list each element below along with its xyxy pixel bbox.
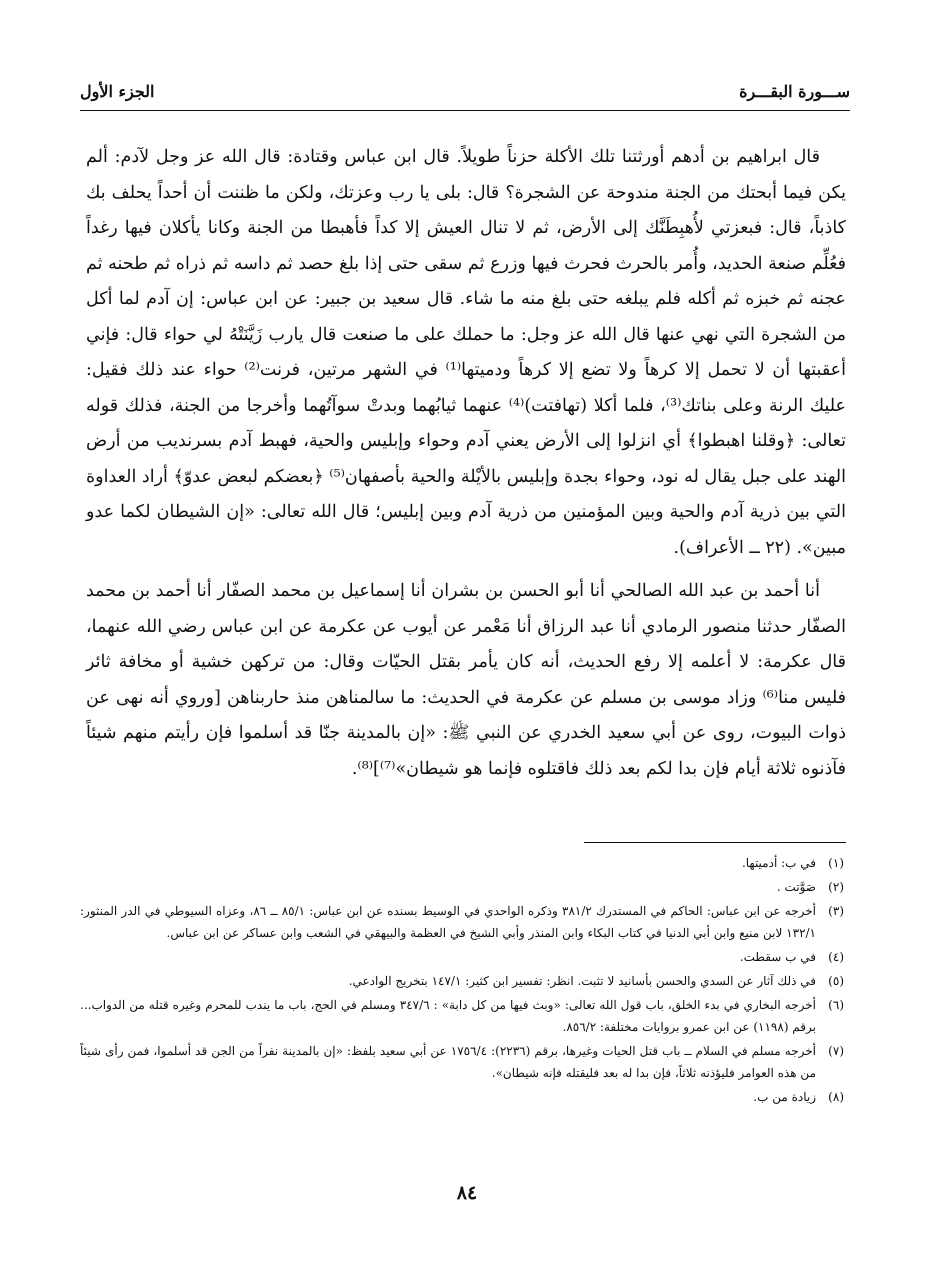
page-number: ٨٤	[456, 1182, 478, 1204]
footnote-number: (٧)	[828, 1044, 844, 1058]
running-header	[80, 72, 850, 110]
footnote-text: أخرجه عن ابن عباس: الحاكم في المستدرك ٣٨١/٢ وذكره الواحدي في الوسيط بسنده عن ابن عباس: ٨٥/١ ــ ٨٦، وعزاه السيوطي في الدر المنثور: ١٣٢/١ لابن منيع وابن أبي الدنيا في كتاب البكاء وابن المنذر وأبي الشيخ في العظمة والبيهقي في الشعب وابن عساكر عن ابن عباس.	[80, 904, 816, 940]
footnote-text: في ذلك آثار عن السدي والحسن بأسانيد لا تثبت. انظر: تفسير ابن كثير: ١٤٧/١ بتخريج الوادعي.	[348, 974, 816, 988]
footnote-number: (٤)	[828, 950, 844, 964]
footnote	[80, 900, 844, 944]
footnote	[80, 852, 844, 874]
footnote	[80, 970, 844, 992]
paragraph: قال ابراهيم بن أدهم أورثتنا تلك الأكلة حزناً طويلاً. قال ابن عباس وقتادة: قال الله عز وجل لآدم: ألم يكن فيما أبحتك من الجنة مندوحة عن الشجرة؟ قال: بلى يا رب وعزتك، ولكن ما ظننت أن أحداً يحلف بك كاذباً، قال: فبعزتي لأُهبِطَنَّك إلى الأرض، ثم لا تنال العيش إلا كداً فأهبطا من الجنة وكانا يأكلان فيها رغداً فعُلِّم صنعة الحديد، وأُمر بالحرث فحرث فيها وزرع ثم سقى حتى إذا بلغ حصد ثم داسه ثم ذراه ثم طحنه ثم عجنه ثم خبزه ثم أكله فلم يبلغه حتى بلغ منه ما شاء. قال سعيد بن جبير: عن ابن عباس: إن آدم لما أكل من الشجرة التي نهي عنها قال الله عز وجل: ما حملك على ما صنعت قال يارب زَيَّنَتْهُ لي حواء قال: فإني أعقبتها أن لا تحمل إلا كرهاً ولا تضع إلا كرهاً ودميتها⁽¹⁾ في الشهر مرتين، فرنت⁽²⁾ حواء عند ذلك فقيل: عليك الرنة وعلى بناتك⁽³⁾، فلما أكلا (تهافتت)⁽⁴⁾ عنهما ثيابُهما وبدتْ سوآتُهما وأخرجا من الجنة، فذلك قوله تعالى: ﴿وقلنا اهبطوا﴾ أي انزلوا إلى الأرض يعني آدم وحواء وإبليس والحية، فهبط آدم بسرنديب من أرض الهند على جبل يقال له نود، وحواء بجدة وإبليس بالأيْلة والحية بأصفهان⁽⁵⁾ ﴿بعضكم لبعض عدوّ﴾ أراد العداوة التي بين ذرية آدم والحية وبين المؤمنين من ذرية آدم وبين إبليس؛ قال الله تعالى: «إن الشيطان لكما عدو مبين». (٢٢ ــ الأعراف).	[86, 147, 846, 558]
footnote-text: أخرجه مسلم في السلام ــ باب قتل الحيات وغيرها، برقم (٢٢٣٦): ١٧٥٦/٤ عن أبي سعيد بلفظ: «إن بالمدينة نفراً من الجن قد أسلموا، فمن رأى شيئاً من هذه العوامر فليؤذنه ثلاثاً، فإن بدا له بعد فليقتله فإنه شيطان».	[80, 1044, 817, 1080]
footnote-text: زيادة من ب.	[753, 1090, 816, 1104]
footnote	[80, 1086, 844, 1108]
footnote-number: (١)	[828, 856, 844, 870]
footnote-number: (٥)	[828, 974, 844, 988]
footnote	[80, 994, 844, 1038]
footnote-number: (٦)	[828, 998, 844, 1012]
header-divider	[80, 110, 850, 111]
footnote-text: أخرجه البخاري في بدء الخلق، باب قول الله تعالى: «وبث فيها من كل دابة» : ٣٤٧/٦ ومسلم في الحج، باب ما يندب للمحرم وغيره قتله من الدواب... برقم (١١٩٨) عن ابن عمرو بروايات مختلفة: ٨٥٦/٢.	[80, 998, 816, 1034]
footnotes	[80, 852, 844, 1110]
footnote	[80, 946, 844, 968]
footnote-text: صَوَّتت .	[776, 880, 816, 894]
footnote	[80, 1040, 844, 1084]
main-text	[86, 140, 846, 787]
footnote-number: (٨)	[828, 1090, 844, 1104]
paragraph: أنا أحمد بن عبد الله الصالحي أنا أبو الحسن بن بشران أنا إسماعيل بن محمد الصفّار أنا أحمد بن محمد الصفّار حدثنا منصور الرمادي أنا عبد الرزاق أنا مَعْمر عن أيوب عن عكرمة عن ابن عباس رضي الله عنهما، قال عكرمة: لا أعلمه إلا رفع الحديث، أنه كان يأمر بقتل الحيّات وقال: من تركهن خشية أو مخافة ثائر فليس منا⁽⁶⁾ وزاد موسى بن مسلم عن عكرمة في الحديث: ما سالمناهن منذ حاربناهن [وروي أنه نهى عن ذوات البيوت، روى عن أبي سعيد الخدري عن النبي ﷺ: «إن بالمدينة جنّا قد أسلموا فإن رأيتم منهم شيئاً فآذنوه ثلاثة أيام فإن بدا لكم بعد ذلك فاقتلوه فإنما هو شيطان»⁽⁷⁾]⁽⁸⁾.	[86, 581, 846, 779]
footnote-number: (٢)	[828, 880, 844, 894]
surah-title: ســـورة البقـــرة	[739, 81, 850, 101]
part-title: الجزء الأول	[80, 81, 155, 101]
footnote	[80, 876, 844, 898]
footnote-number: (٣)	[828, 904, 844, 918]
footnote-text: في ب سقطت.	[739, 950, 816, 964]
footnote-text: في ب: أدميتها.	[741, 856, 816, 870]
footnote-divider	[584, 842, 846, 843]
